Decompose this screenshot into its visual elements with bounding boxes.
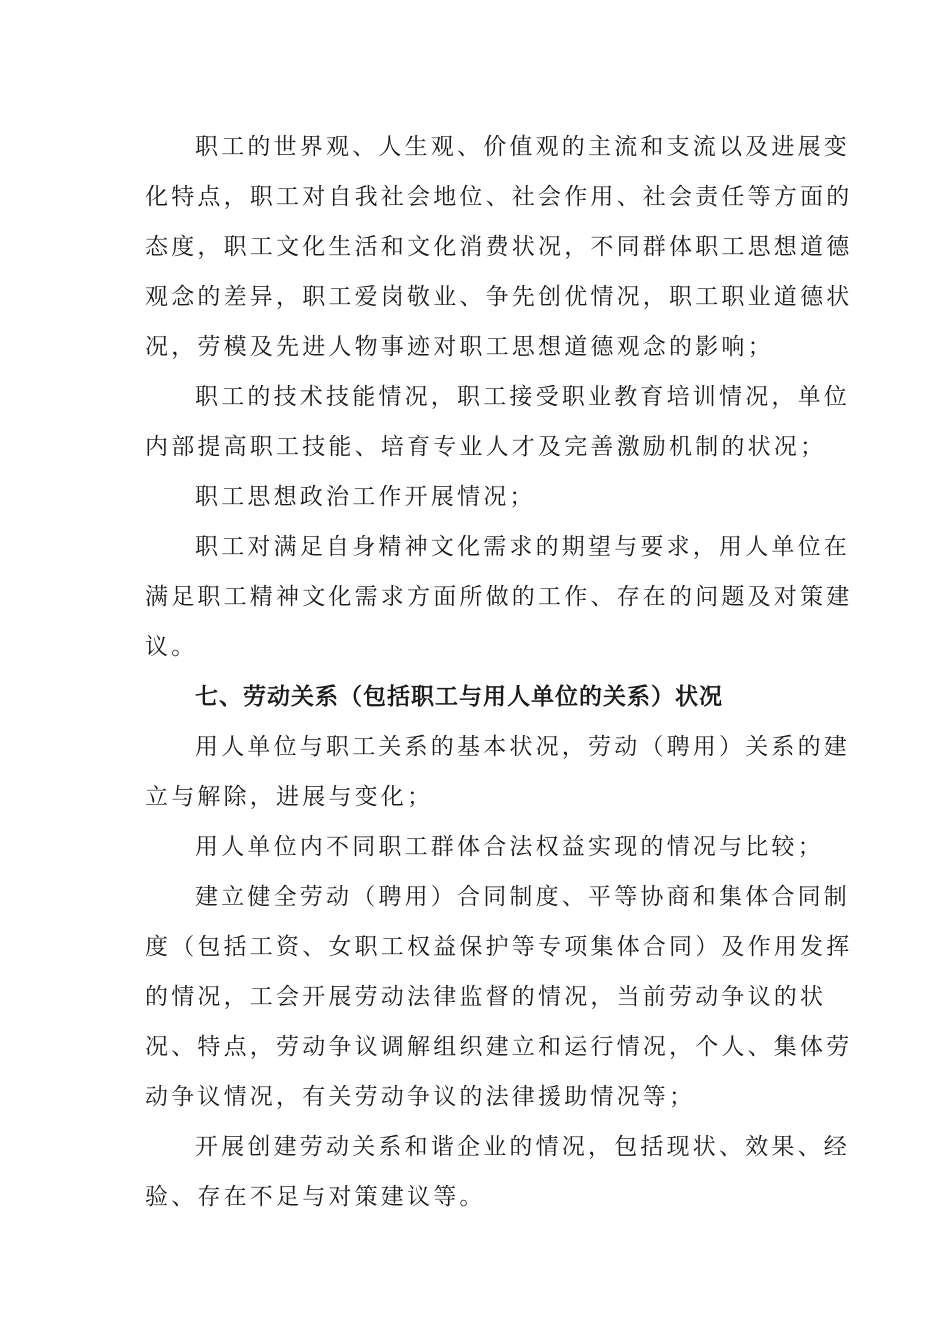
paragraph-line: 度（包括工资、女职工权益保护等专项集体合同）及作用发挥 xyxy=(145,934,853,960)
paragraph-line: 建立健全劳动（聘用）合同制度、平等协商和集体合同制 xyxy=(195,884,850,910)
paragraph-line: 观念的差异，职工爱岗敬业、争先创优情况，职工职业道德状 xyxy=(145,284,853,310)
paragraph-line: 开展创建劳动关系和谐企业的情况，包括现状、效果、经 xyxy=(195,1134,850,1160)
paragraph-line: 况、特点，劳动争议调解组织建立和运行情况，个人、集体劳 xyxy=(145,1034,853,1060)
paragraph-line: 况，劳模及先进人物事迹对职工思想道德观念的影响； xyxy=(145,334,774,360)
paragraph-line: 动争议情况，有关劳动争议的法律援助情况等； xyxy=(145,1084,696,1110)
paragraph-line: 用人单位与职工关系的基本状况，劳动（聘用）关系的建 xyxy=(195,734,850,760)
paragraph-line: 的情况，工会开展劳动法律监督的情况，当前劳动争议的状 xyxy=(145,984,827,1010)
section-heading: 七、劳动关系（包括职工与用人单位的关系）状况 xyxy=(195,684,723,710)
paragraph-line: 验、存在不足与对策建议等。 xyxy=(145,1184,486,1210)
paragraph-line: 内部提高职工技能、培育专业人才及完善激励机制的状况； xyxy=(145,434,827,460)
paragraph-line: 职工对满足自身精神文化需求的期望与要求，用人单位在 xyxy=(195,534,850,560)
paragraph-line: 化特点，职工对自我社会地位、社会作用、社会责任等方面的 xyxy=(145,184,853,210)
paragraph-line: 职工的世界观、人生观、价值观的主流和支流以及进展变 xyxy=(195,134,850,160)
paragraph-line: 职工的技术技能情况，职工接受职业教育培训情况，单位 xyxy=(195,384,850,410)
document-body xyxy=(145,122,853,1222)
paragraph-line: 立与解除，进展与变化； xyxy=(145,784,434,810)
paragraph-line: 用人单位内不同职工群体合法权益实现的情况与比较； xyxy=(195,834,824,860)
paragraph-line: 态度，职工文化生活和文化消费状况，不同群体职工思想道德 xyxy=(145,234,853,260)
paragraph-line: 满足职工精神文化需求方面所做的工作、存在的问题及对策建 xyxy=(145,584,853,610)
paragraph-line: 职工思想政治工作开展情况； xyxy=(195,484,536,510)
paragraph-line: 议。 xyxy=(145,634,198,660)
